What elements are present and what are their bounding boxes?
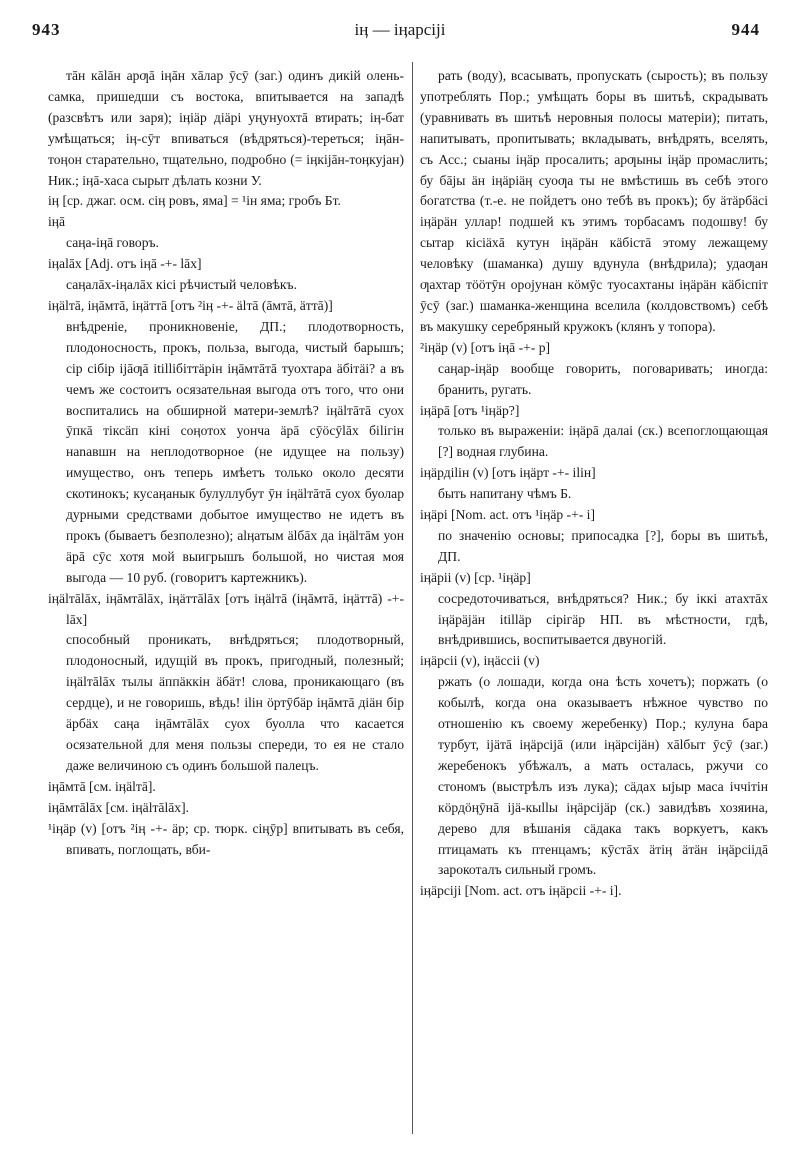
entry-definition: способный проникать, внѣдряться; плодотворный, плодоносный, идущій въ прокъ, пригодный, полезный; іӊälтālāх тылы äппäккін äбäт! слова, проникающаго (въ сердце), и не говоришь, вѣдь! іlін öртӯбäр іӊāмтā діäн бір äрбäх саӊа іӊāмтālāх суох буолла что касается осязательной для меня пользы спереди, то ея не стало даже величиною съ одинъ большой палецъ. [66,632,404,773]
column-divider [412,62,413,1134]
entry-definition: быть напитану чѣмъ Б. [438,486,572,502]
entry-continuation: рать (воду), всасывать, пропускать (сырость); въ пользу употреблять Пор.; умѣщать боры въ шитьѣ, скрадывать (уравнивать въ шитьѣ неровныя полосы матеріи); питать, напитывать, пропитывать; вкладывать, внѣдрять, вселять, съ Асс.; сыаны іӊäр просалить; арƣыны іӊäр промаслить; бу бāјы äн іӊäріäӊ суоƣа ты не вмѣстишь въ себѣ этого богатства (т.-е. не пойдетъ оно тебѣ въ прокъ); бу äтäрбäсі іӊäрäн уллар! подшей къ этимъ торбасамъ подошву! бу сытар кісіäхā кутун іӊäрäн кäбістā этому лежащему человѣку (шаманка) душу вдунула (внѣдрила); удаƣан ƣахтар тööтӯн оројунан кöмӯс туосахтаны іӊäрäн кäбіспіт ӯсӯ (заг.) шаманка-женщина вселила (колдовствомъ) себѣ въ макушку серебряный кружокъ (клянъ у топора). [420,68,768,334]
entry-continuation: тāн кālāн арƣā іӊāн хāлар ӯсӯ (заг.) одинъ дикій олень-самка, пришедши съ востока, впитывается на западѣ (разсвѣтъ или заря); іӊіäр дiäрі уңунуохтā втирать; іӊ-бат умѣщаться; іӊ-сӯт впиваться (вѣдряться)-тереться; іӊāн-тоӊон старательно, тщательно, подробно (= іӊкіјāн-тоӊкујан) Ник.; іӊā-хаса сырыт дѣлать козни У. [48,68,404,188]
entry-definition: саӊар-іӊäр вообще говорить, поговаривать; иногда: бранить, ругать. [438,360,768,397]
entry-headword: іӊāмтā [см. іӊälтā]. [48,778,156,794]
entry-definition: саӊалāх-іӊалāх кісі рѣчистый человѣкъ. [66,277,297,293]
entry-definition: ржать (о лошади, когда она ѣсть хочетъ); поржать (о кобылѣ, когда она оказываетъ нѣжное чувство по отношенію къ своему жеребенку) Пор.; кулуна бара турбут, іјäтā іӊäрсіјā (или іӊäрсіјäн) хālбыт ӯсӯ (заг.) жеребенокъ убѣжалъ, а мать осталась, ржучи со стономъ (выстрѣлъ изъ лука); сäдах ыјыр маса іччітін кöрдöӊӯнā іјä-кыllы іӊäрсіјäр (ск.) завидѣвъ хозяина, дерево для вѣшанія сäдака такъ воркуетъ, какъ птицамать къ птенцамъ; кӯстāх äтіӊ äтäн іӊäрсіідā зарокоталъ сильный громъ. [438,674,768,878]
entry-headword: іӊälтā, іӊāмтā, іӊäттā [отъ ²іӊ -+- älтā (āмтā, äттā)] [48,297,333,313]
entry-headword: іӊаlāх [Аdj. отъ іӊā -+- lāх] [48,256,202,272]
right-column [420,66,768,902]
entry-definition: сосредоточиваться, внѣдряться? Ник.; бу іккі атахтāх іӊäрäјäн іtіlläр сірігäр НП. въ мѣстности, гдѣ, внѣдрившись, воспитывается двуногій. [438,590,768,648]
entry-headword: ¹іӊäр (v) [отъ ²іӊ -+- äр; ср. тюрк. сіӊӯр] впитывать въ себя, впивать, поглощать, вби- [48,820,404,857]
entry-headword: іӊäрсіјі [Nom. act. отъ іӊäрсіі -+- і]. [420,883,622,899]
entry-headword: іӊäрдіlін (v) [отъ іӊäрт -+- іlін] [420,465,596,481]
entry-headword: іӊāмтālāх [см. іӊälтālāх]. [48,799,189,815]
entry-headword: іӊälтālāх, іӊāмтālāх, іӊäттālāх [отъ іӊälтā (іӊāмтā, іӊäттā) -+- lāх] [48,590,404,627]
page-header [0,18,800,52]
running-head: іӊ — іӊарсіјі [354,20,446,39]
entry-definition: саӊа-іӊā говоръ. [66,235,159,251]
entry-headword: іӊā [48,214,66,230]
page-number-left: 943 [32,20,61,39]
left-column [48,66,404,860]
entry-definition: только въ выраженіи: іӊäрā далаі (ск.) всепоглощающая [?] водная глубина. [438,423,768,460]
entry-headword: іӊäрсіі (v), іӊäссіі (v) [420,653,540,669]
entry-definition: по значенію основы; припосадка [?], боры въ шитьѣ, ДП. [438,527,768,564]
page-number-right: 944 [731,20,760,39]
entry-headword: іӊäрā [отъ ¹іӊäр?] [420,402,520,418]
entry-headword: іӊ [ср. джаг. осм. сіӊ ровъ, яма] = ¹ін яма; гробъ Бт. [48,193,341,209]
entry-headword: ²іӊäр (v) [отъ іӊā -+- р] [420,339,551,355]
entry-headword: іӊäрі [Nom. act. отъ ¹іӊäр -+- і] [420,507,595,523]
entry-headword: іӊäріі (v) [ср. ¹іӊäр] [420,569,531,585]
entry-definition: внѣдреніе, проникновеніе, ДП.; плодотворность, плодоносность, прокъ, польза, выгода, чистый барышъ; сір сібір іјāƣā іtіllібіттäрін іӊāмтāтā туохтара äбітäі? а въ чемъ же состоитъ осязательная выгода отъ того, что они воспитались на обширной матери-землѣ? іӊälтāтā суох ӯпкā тіксäп кіні соӊотох уонча äрā сӯöсӯlāх біlігін наnавшн на неплодотворное (не идущее на пользу) имущество, онъ теперь имѣетъ только около десяти скотинокъ; кусаӊанык булуллубут ӯн іӊälтāтā суох буолар дурными средствами добытое имущество не идетъ въ прокъ (бываетъ безполезно); аlӊатым älбāх да іӊälтāм уон äрā сӯс хотя мой выигрышъ большой, но чистая моя выгода — 10 руб. (говоритъ картежникъ). [66,318,404,585]
